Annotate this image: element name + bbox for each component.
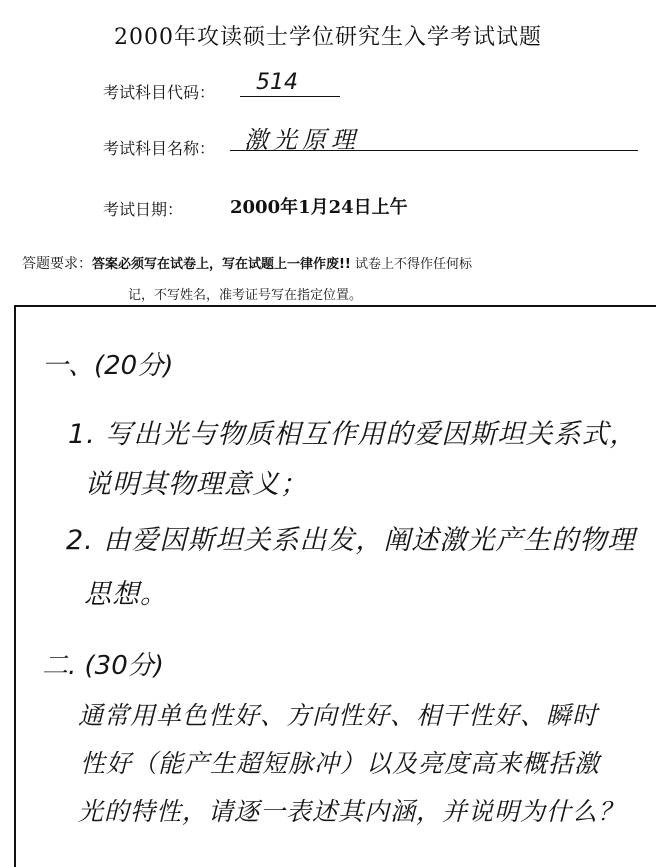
answer-requirements-line2: 记，不写姓名，准考证号写在指定位置。 <box>128 288 363 303</box>
requirements-bold-text: 答案必须写在试卷上，写在试题上一律作废!! <box>92 257 351 272</box>
page-title: 2000年攻读硕士学位研究生入学考试试题 <box>114 25 542 50</box>
requirements-rest-text: 试卷上不得作任何标 <box>350 257 472 272</box>
subject-code-field <box>240 70 340 97</box>
question-2-heading: 二. (30分) <box>42 651 164 681</box>
answer-requirements-line1 <box>22 253 642 273</box>
question-1-heading: 一、(20分) <box>42 351 174 381</box>
question-1-line-1: 1. 写出光与物质相互作用的爱因斯坦关系式， <box>68 419 638 450</box>
subject-name-field <box>230 120 638 154</box>
subject-code-label: 考试科目代码： <box>103 83 216 102</box>
question-2-line-2: 性好（能产生超短脉冲）以及亮度高来概括激 <box>80 749 601 778</box>
question-2-line-3: 光的特性，请逐一表述其内涵，并说明为什么？ <box>78 797 625 826</box>
exam-date-label: 考试日期： <box>103 200 184 219</box>
requirements-label: 答题要求： <box>22 256 92 272</box>
question-1-line-2: 说明其物理意义； <box>84 469 308 500</box>
question-1-line-4: 思想。 <box>84 579 168 610</box>
subject-code-value: 514 <box>256 70 298 95</box>
subject-name-value: 激光原理 <box>244 126 360 154</box>
subject-name-label: 考试科目名称： <box>103 139 216 158</box>
question-2-line-1: 通常用单色性好、方向性好、相干性好、瞬时 <box>78 701 599 730</box>
question-1-line-3: 2. 由爱因斯坦关系出发，阐述激光产生的物理 <box>66 525 636 556</box>
exam-date-value: 2000年1月24日上午 <box>230 197 408 218</box>
